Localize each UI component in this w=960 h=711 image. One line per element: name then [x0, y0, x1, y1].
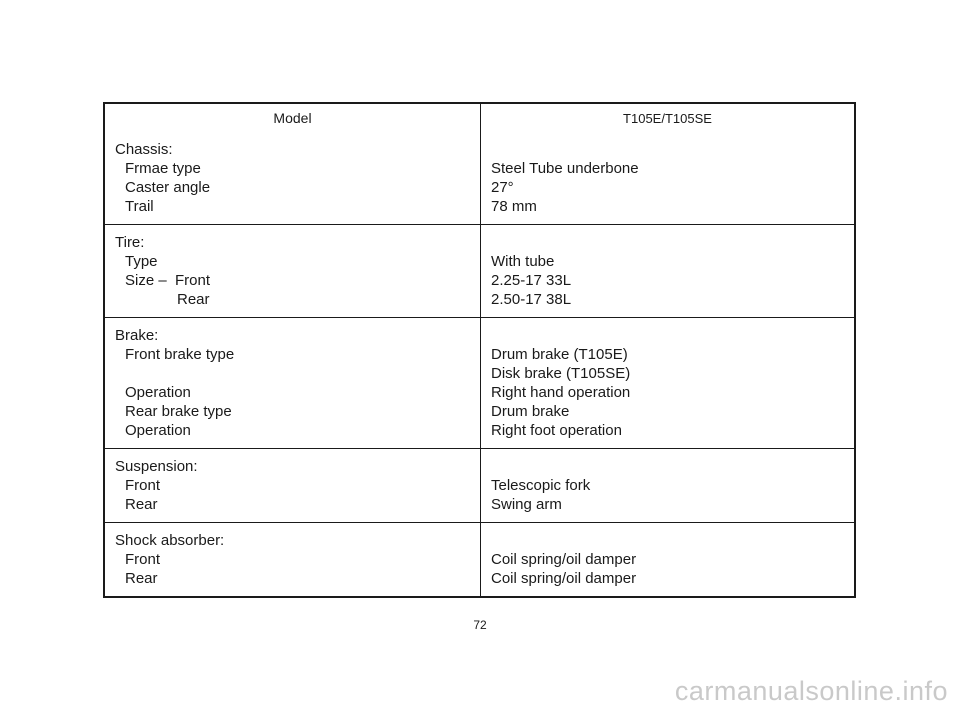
- section-heading: Suspension:: [115, 458, 198, 475]
- spec-value: [491, 233, 854, 252]
- header-model-value: T105E/T105SE: [623, 111, 712, 126]
- spec-value: [491, 457, 854, 476]
- spec-value: Drum brake: [491, 403, 570, 420]
- spec-value: [491, 531, 854, 550]
- spec-label: Frmae type: [125, 160, 201, 177]
- spec-value: Right hand operation: [491, 384, 631, 401]
- spec-label: Operation: [125, 422, 191, 439]
- spec-value: 2.25-17 33L: [491, 272, 572, 289]
- spec-label: Rear: [125, 570, 158, 587]
- spec-value: [491, 326, 854, 345]
- spec-label: [115, 364, 480, 383]
- spec-label-cell: [105, 523, 481, 596]
- header-model-label: Model: [105, 104, 481, 132]
- table-row: [105, 224, 854, 317]
- spec-label: Caster angle: [125, 179, 211, 196]
- section-heading: Shock absorber:: [115, 532, 225, 549]
- section-heading: Chassis:: [115, 141, 173, 158]
- table-row: [105, 522, 854, 596]
- spec-value-cell: [481, 318, 854, 448]
- spec-label-cell: [105, 225, 481, 317]
- spec-value: Disk brake (T105SE): [491, 365, 631, 382]
- spec-value-cell: [481, 132, 854, 224]
- spec-value: Right foot operation: [491, 422, 622, 439]
- spec-label: Rear: [177, 291, 210, 308]
- section-heading: Tire:: [115, 234, 145, 251]
- section-heading: Brake:: [115, 327, 159, 344]
- spec-value-cell: [481, 449, 854, 522]
- spec-table: [103, 102, 856, 598]
- spec-label: Trail: [125, 198, 154, 215]
- spec-label: Operation: [125, 384, 191, 401]
- spec-label-cell: [105, 132, 481, 224]
- spec-value: Steel Tube underbone: [491, 160, 639, 177]
- spec-value: With tube: [491, 253, 555, 270]
- spec-value: Coil spring/oil damper: [491, 551, 637, 568]
- spec-label-cell: [105, 449, 481, 522]
- spec-label: Front: [125, 551, 161, 568]
- spec-value: 27°: [491, 179, 514, 196]
- spec-value: Coil spring/oil damper: [491, 570, 637, 587]
- spec-label: Rear: [125, 496, 158, 513]
- spec-value: Drum brake (T105E): [491, 346, 628, 363]
- spec-value: [491, 140, 854, 159]
- spec-label: Front: [125, 477, 161, 494]
- table-row: [105, 448, 854, 522]
- spec-value: Telescopic fork: [491, 477, 591, 494]
- spec-value: 78 mm: [491, 198, 537, 215]
- table-header-row: [105, 104, 854, 132]
- spec-label-cell: [105, 318, 481, 448]
- spec-label: Rear brake type: [125, 403, 232, 420]
- spec-value: 2.50-17 38L: [491, 291, 572, 308]
- table-row: [105, 317, 854, 448]
- watermark: carmanualsonline.info: [674, 676, 948, 706]
- page-number: 72: [473, 618, 487, 632]
- spec-value: Swing arm: [491, 496, 562, 513]
- spec-label: Front brake type: [125, 346, 235, 363]
- table-row: [105, 132, 854, 224]
- spec-value-cell: [481, 523, 854, 596]
- spec-label: Size – Front: [125, 272, 211, 289]
- spec-value-cell: [481, 225, 854, 317]
- spec-label: Type: [125, 253, 158, 270]
